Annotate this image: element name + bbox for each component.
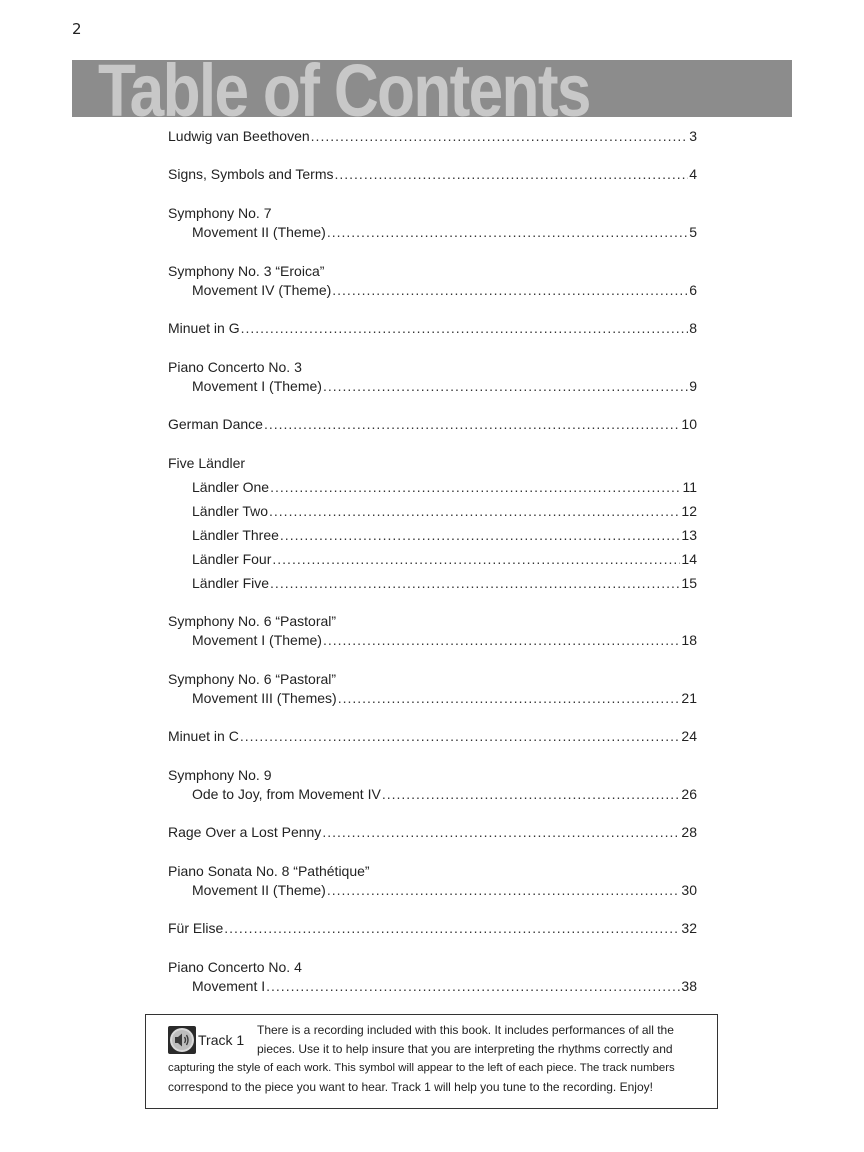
dot-leader	[323, 630, 680, 650]
toc-entry-label: Ländler Five	[192, 575, 270, 591]
toc-entry-label: Ländler Three	[192, 527, 279, 543]
toc-entry-label: Ode to Joy, from Movement IV	[192, 786, 381, 802]
dot-leader	[338, 688, 681, 708]
toc-entry-label: Ländler Four	[192, 551, 272, 567]
toc-entry-page: 13	[681, 527, 697, 543]
dot-leader	[322, 822, 680, 842]
toc-entry[interactable]	[168, 726, 697, 746]
dot-leader	[240, 726, 681, 746]
toc-entry[interactable]	[192, 784, 697, 804]
toc-entry-label: Movement IV (Theme)	[192, 282, 332, 298]
toc-entry-page: 14	[681, 551, 697, 567]
toc-entry[interactable]	[192, 525, 697, 545]
toc-entry[interactable]	[168, 318, 697, 338]
toc-heading: Symphony No. 3 “Eroica”	[168, 263, 325, 279]
dot-leader	[264, 414, 680, 434]
toc-entry-label: Signs, Symbols and Terms	[168, 166, 334, 182]
toc-entry[interactable]	[192, 630, 697, 650]
dot-leader	[311, 126, 689, 146]
dot-leader	[269, 501, 680, 521]
note-text-line: pieces. Use it to help insure that you are interpreting the rhythms correctly and	[257, 1042, 673, 1056]
toc-entry-label: Movement I (Theme)	[192, 632, 322, 648]
toc-entry[interactable]	[192, 549, 697, 569]
toc-entry-page: 28	[681, 824, 697, 840]
dot-leader	[270, 573, 680, 593]
toc-heading: Piano Sonata No. 8 “Pathétique”	[168, 863, 370, 879]
toc-entry-page: 21	[681, 690, 697, 706]
dot-leader	[270, 477, 681, 497]
toc-entry-label: Movement II (Theme)	[192, 224, 326, 240]
toc-entry[interactable]	[192, 280, 697, 300]
dot-leader	[266, 976, 680, 996]
dot-leader	[272, 549, 680, 569]
toc-entry-label: Movement I (Theme)	[192, 378, 322, 394]
toc-entry-label: Movement II (Theme)	[192, 882, 326, 898]
toc-entry-page: 30	[681, 882, 697, 898]
track-label: Track 1	[198, 1032, 245, 1048]
toc-entry-page: 18	[681, 632, 697, 648]
toc-entry-page: 11	[682, 479, 697, 495]
recording-note-box	[145, 1014, 718, 1109]
dot-leader	[241, 318, 689, 338]
toc-entry-page: 6	[689, 282, 697, 298]
toc-entry-label: Movement I	[192, 978, 266, 994]
toc-entry[interactable]	[192, 880, 697, 900]
toc-entry[interactable]	[168, 414, 697, 434]
dot-leader	[224, 918, 680, 938]
dot-leader	[280, 525, 681, 545]
dot-leader	[323, 376, 688, 396]
toc-entry-label: Ludwig van Beethoven	[168, 128, 310, 144]
toc-entry[interactable]	[168, 126, 697, 146]
toc-entry[interactable]	[168, 918, 697, 938]
dot-leader	[332, 280, 688, 300]
toc-heading: Five Ländler	[168, 455, 246, 471]
dot-leader	[334, 164, 688, 184]
toc-entry-label: Movement III (Themes)	[192, 690, 337, 706]
note-text-line: There is a recording included with this book. It includes performances of all the	[257, 1023, 674, 1037]
toc-entry[interactable]	[192, 477, 697, 497]
toc-heading: Symphony No. 7	[168, 205, 272, 221]
toc-entry[interactable]	[192, 222, 697, 242]
page-number: 2	[72, 20, 82, 38]
title-banner	[72, 60, 792, 117]
toc-heading: Piano Concerto No. 3	[168, 359, 302, 375]
toc-entry-page: 5	[689, 224, 697, 240]
dot-leader	[382, 784, 681, 804]
note-text-line: capturing the style of each work. This symbol will appear to the left of each piece. The track numbers	[168, 1062, 675, 1074]
toc-entry-page: 26	[681, 786, 697, 802]
toc-entry-label: Für Elise	[168, 920, 224, 936]
note-text-line: correspond to the piece you want to hear. Track 1 will help you tune to the recording. Enjoy!	[168, 1080, 653, 1094]
dot-leader	[327, 222, 688, 242]
speaker-icon	[168, 1026, 196, 1054]
toc-entry-page: 24	[681, 728, 697, 744]
toc-entry-page: 9	[689, 378, 697, 394]
toc-entry-page: 32	[681, 920, 697, 936]
toc-entry-page: 38	[681, 978, 697, 994]
toc-entry-label: Minuet in C	[168, 728, 239, 744]
toc-entry[interactable]	[168, 164, 697, 184]
toc-heading: Symphony No. 9	[168, 767, 272, 783]
toc-entry-page: 10	[681, 416, 697, 432]
toc-heading: Symphony No. 6 “Pastoral”	[168, 613, 337, 629]
toc-entry[interactable]	[192, 976, 697, 996]
toc-entry-page: 8	[689, 320, 697, 336]
toc-heading: Piano Concerto No. 4	[168, 959, 302, 975]
dot-leader	[327, 880, 681, 900]
toc-entry-label: Ländler One	[192, 479, 270, 495]
toc-entry[interactable]	[192, 501, 697, 521]
toc-heading: Symphony No. 6 “Pastoral”	[168, 671, 337, 687]
toc-entry-label: German Dance	[168, 416, 263, 432]
toc-entry-page: 15	[681, 575, 697, 591]
toc-entry-page: 12	[681, 503, 697, 519]
toc-entry-label: Ländler Two	[192, 503, 269, 519]
toc-entry-page: 4	[689, 166, 697, 182]
page-title: Table of Contents	[98, 60, 590, 117]
toc-entry[interactable]	[192, 573, 697, 593]
toc-entry-page: 3	[689, 128, 697, 144]
toc-entry-label: Minuet in G	[168, 320, 240, 336]
toc-entry[interactable]	[192, 376, 697, 396]
toc-entry[interactable]	[168, 822, 697, 842]
toc-entry[interactable]	[192, 688, 697, 708]
toc-entry-label: Rage Over a Lost Penny	[168, 824, 322, 840]
